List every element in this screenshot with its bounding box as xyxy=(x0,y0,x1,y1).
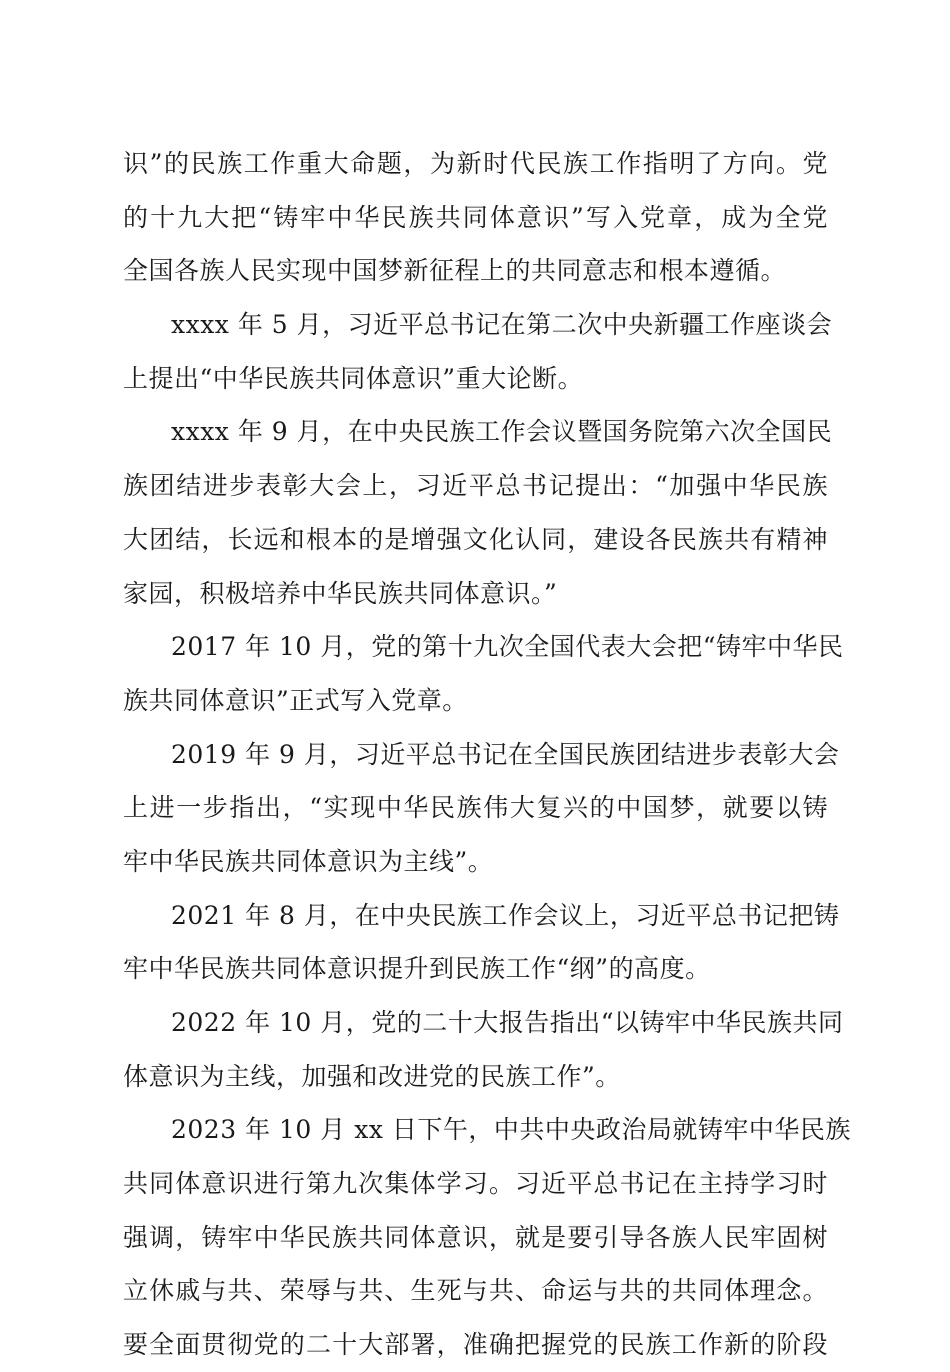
text-line: 的十九大把“铸牢中华民族共同体意识”写入党章，成为全党 xyxy=(123,202,828,232)
text-line: 体意识为主线，加强和改进党的民族工作”。 xyxy=(123,1061,621,1091)
text-line: 全国各族人民实现中国梦新征程上的共同意志和根本遵循。 xyxy=(123,256,787,286)
text-line: 牢中华民族共同体意识为主线”。 xyxy=(123,846,494,876)
text-line: 要全面贯彻党的二十大部署，准确把握党的民族工作新的阶段 xyxy=(123,1330,828,1360)
text-line: 上进一步指出，“实现中华民族伟大复兴的中国梦，就要以铸 xyxy=(123,793,828,823)
text-line: xxxx 年 5 月，习近平总书记在第二次中央新疆工作座谈会 xyxy=(171,310,833,340)
text-line: 上提出“中华民族共同体意识”重大论断。 xyxy=(123,363,584,393)
text-line: 家园，积极培养中华民族共同体意识。” xyxy=(123,578,558,608)
text-line: 牢中华民族共同体意识提升到民族工作“纲”的高度。 xyxy=(123,954,711,984)
text-line: 2022 年 10 月，党的二十大报告指出“以铸牢中华民族共同 xyxy=(171,1008,844,1037)
text-line: 强调，铸牢中华民族共同体意识，就是要引导各族人民牢固树 xyxy=(123,1222,828,1252)
document-body xyxy=(123,137,851,1372)
text-line: 族共同体意识”正式写入党章。 xyxy=(123,685,468,715)
text-line: 族团结进步表彰大会上，习近平总书记提出：“加强中华民族 xyxy=(123,471,828,501)
text-line: 2023 年 10 月 xx 日下午，中共中央政治局就铸牢中华民族 xyxy=(171,1115,851,1145)
text-line: 2019 年 9 月，习近平总书记在全国民族团结进步表彰大会 xyxy=(171,739,840,769)
text-line: 立休戚与共、荣辱与共、生死与共、命运与共的共同体理念。 xyxy=(123,1276,828,1306)
text-line: 共同体意识进行第九次集体学习。习近平总书记在主持学习时 xyxy=(123,1169,828,1199)
text-line: 2017 年 10 月，党的第十九次全国代表大会把“铸牢中华民 xyxy=(171,632,844,662)
text-line: 识”的民族工作重大命题，为新时代民族工作指明了方向。党 xyxy=(123,149,828,178)
text-line: 大团结，长远和根本的是增强文化认同，建设各民族共有精神 xyxy=(123,524,828,554)
text-line: xxxx 年 9 月，在中央民族工作会议暨国务院第六次全国民 xyxy=(171,417,833,447)
text-line: 2021 年 8 月，在中央民族工作会议上，习近平总书记把铸 xyxy=(171,900,840,930)
